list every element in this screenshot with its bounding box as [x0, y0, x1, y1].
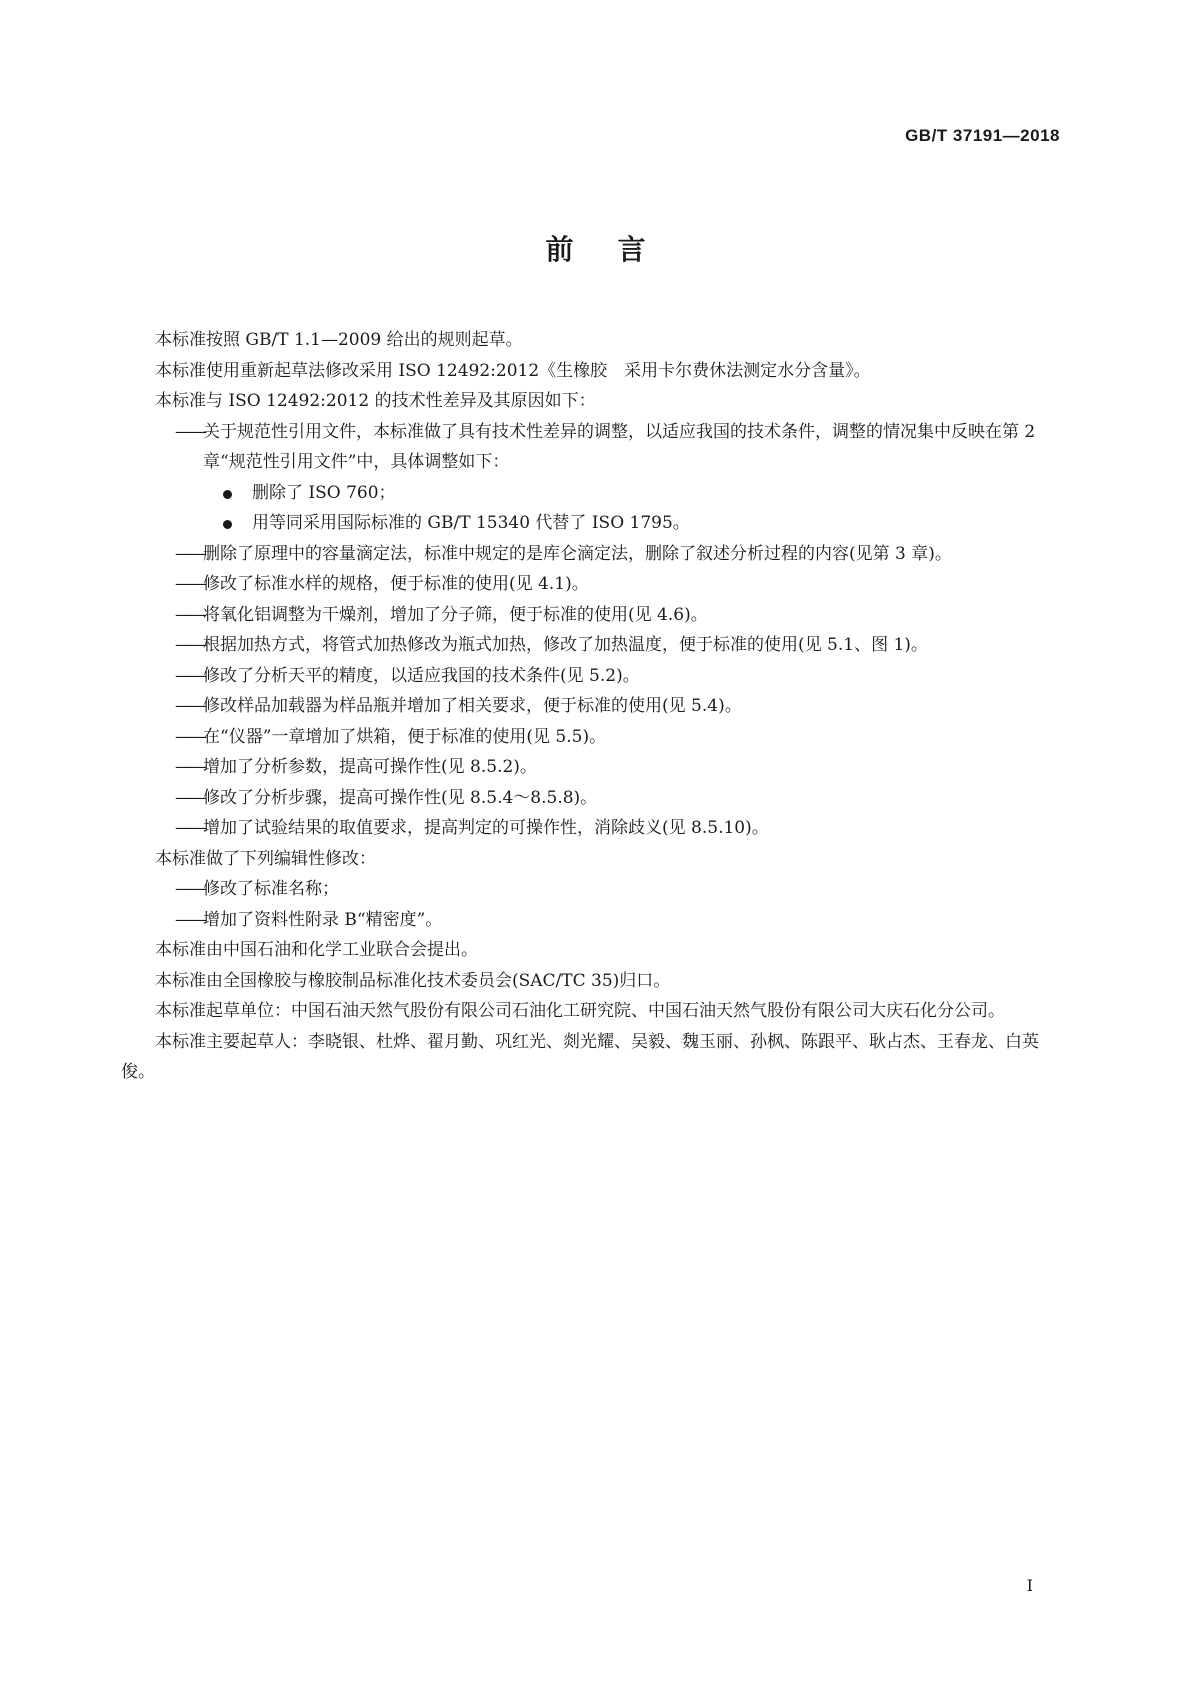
- dash-item-text: 关于规范性引用文件，本标准做了具有技术性差异的调整，以适应我国的技术条件，调整的情况集中反映在第 2 章“规范性引用文件”中，具体调整如下：: [203, 421, 1036, 472]
- document-body: [121, 325, 1062, 1088]
- dash-item-text: 修改了标准水样的规格，便于标准的使用(见 4.1)。: [203, 574, 589, 594]
- dash-item-text: 在“仪器”一章增加了烘箱，便于标准的使用(见 5.5)。: [203, 726, 607, 747]
- dash-item-text: 增加了试验结果的取值要求，提高判定的可操作性，消除歧义(见 8.5.10)。: [203, 818, 769, 838]
- dash-mark: ——: [175, 604, 205, 625]
- dash-item: [121, 417, 1062, 478]
- dash-item: [121, 691, 1062, 722]
- bullet-item-text: 用等同采用国际标准的 GB/T 15340 代替了 ISO 1795。: [252, 513, 690, 533]
- dash-mark: ——: [175, 787, 205, 808]
- dash-item: [121, 752, 1062, 783]
- paragraph: 本标准与 ISO 12492:2012 的技术性差异及其原因如下：: [155, 391, 596, 411]
- dash-mark: ——: [175, 421, 205, 442]
- bullet-dot-icon: [223, 520, 232, 529]
- dash-item-text: 将氧化铝调整为干燥剂，增加了分子筛，便于标准的使用(见 4.6)。: [203, 604, 708, 625]
- dash-item-text: 根据加热方式，将管式加热修改为瓶式加热，修改了加热温度，便于标准的使用(见 5.1、图 1)。: [203, 635, 928, 655]
- bullet-item-text: 删除了 ISO 760；: [252, 482, 396, 503]
- dash-mark: ——: [175, 635, 205, 655]
- dash-item: [121, 905, 1062, 936]
- dash-item: [121, 783, 1062, 814]
- bullet-dot-icon: [223, 490, 232, 499]
- dash-item: [121, 569, 1062, 600]
- paragraph: 本标准主要起草人：李晓银、杜烨、翟月勤、巩红光、剡光耀、吴毅、魏玉丽、孙枫、陈跟平、耿占杰、王春龙、白英俊。: [121, 1031, 1039, 1082]
- page-number: I: [1026, 1576, 1033, 1595]
- bullet-item: [121, 478, 1062, 509]
- dash-item: [121, 661, 1062, 692]
- paragraph: 本标准由全国橡胶与橡胶制品标准化技术委员会(SAC/TC 35)归口。: [155, 970, 671, 991]
- dash-item-text: 删除了原理中的容量滴定法，标准中规定的是库仑滴定法，删除了叙述分析过程的内容(见第 3 章)。: [203, 543, 952, 564]
- dash-mark: ——: [175, 543, 205, 564]
- dash-mark: ——: [175, 574, 205, 594]
- standard-code: GB/T 37191—2018: [905, 126, 1060, 145]
- dash-item-text: 修改了标准名称；: [203, 879, 339, 899]
- dash-item-text: 修改了分析步骤，提高可操作性(见 8.5.4～8.5.8)。: [203, 787, 598, 808]
- page-title: 前言: [545, 233, 690, 266]
- dash-item-text: 增加了分析参数，提高可操作性(见 8.5.2)。: [203, 757, 537, 777]
- dash-mark: ——: [175, 726, 205, 747]
- dash-mark: ——: [175, 696, 205, 716]
- dash-item: [121, 813, 1062, 844]
- dash-item: [121, 630, 1062, 661]
- dash-item-text: 修改样品加载器为样品瓶并增加了相关要求，便于标准的使用(见 5.4)。: [203, 696, 742, 716]
- paragraph: 本标准起草单位：中国石油天然气股份有限公司石油化工研究院、中国石油天然气股份有限公司大庆石化分公司。: [155, 1001, 1005, 1021]
- dash-item: [121, 722, 1062, 753]
- dash-item: [121, 539, 1062, 570]
- dash-mark: ——: [175, 665, 205, 686]
- dash-item-text: 增加了资料性附录 B“精密度”。: [203, 909, 443, 930]
- dash-item-text: 修改了分析天平的精度，以适应我国的技术条件(见 5.2)。: [203, 665, 640, 686]
- bullet-item: [121, 508, 1062, 539]
- dash-item: [121, 600, 1062, 631]
- paragraph: 本标准由中国石油和化学工业联合会提出。: [155, 940, 478, 960]
- dash-mark: ——: [175, 879, 205, 899]
- paragraph: 本标准按照 GB/T 1.1—2009 给出的规则起草。: [155, 330, 523, 350]
- dash-mark: ——: [175, 909, 205, 930]
- paragraph: 本标准使用重新起草法修改采用 ISO 12492:2012《生橡胶 采用卡尔费休法测定水分含量》。: [155, 360, 871, 381]
- dash-mark: ——: [175, 818, 205, 838]
- dash-mark: ——: [175, 757, 205, 777]
- dash-item: [121, 874, 1062, 905]
- paragraph: 本标准做了下列编辑性修改：: [155, 848, 376, 869]
